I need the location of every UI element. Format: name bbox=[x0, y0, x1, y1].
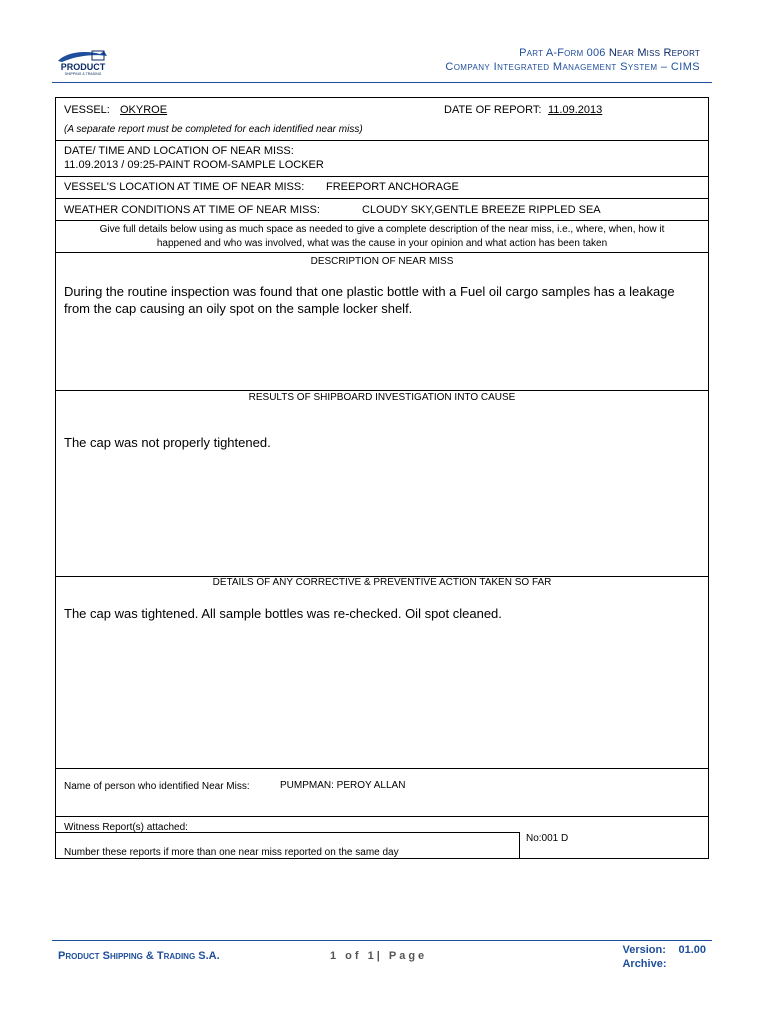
vessel-location-row bbox=[56, 177, 708, 199]
results-section bbox=[56, 391, 708, 577]
logo-text: PRODUCT bbox=[60, 62, 106, 72]
vessel-value: OKYROE bbox=[120, 104, 168, 116]
identified-by-row bbox=[56, 769, 708, 817]
date-of-report-label: DATE OF REPORT: bbox=[444, 104, 542, 116]
vessel-label: VESSEL: bbox=[64, 104, 110, 116]
archive-label: Archive: bbox=[622, 958, 667, 970]
footer-version-block bbox=[622, 943, 706, 971]
company-logo bbox=[52, 48, 114, 76]
instructions-row bbox=[56, 221, 708, 253]
description-section bbox=[56, 253, 708, 391]
form-code: Part A-Form 006 bbox=[519, 47, 606, 59]
form-title: Near Miss Report bbox=[608, 47, 700, 59]
description-text: During the routine inspection was found that one plastic bottle with a Fuel oil cargo samples has a leakage from the cap causing an oily spot on the sample locker shelf. bbox=[64, 284, 675, 316]
near-miss-form bbox=[55, 97, 709, 859]
datetime-location-value: 11.09.2013 / 09:25-PAINT ROOM-SAMPLE LOCKER bbox=[64, 159, 324, 171]
weather-value: CLOUDY SKY,GENTLE BREEZE RIPPLED SEA bbox=[362, 204, 601, 216]
witness-label: Witness Report(s) attached: bbox=[64, 822, 188, 833]
datetime-location-label: DATE/ TIME AND LOCATION OF NEAR MISS: bbox=[64, 145, 294, 157]
header-divider bbox=[52, 82, 712, 83]
actions-heading: DETAILS OF ANY CORRECTIVE & PREVENTIVE ACTION TAKEN SO FAR bbox=[212, 577, 552, 588]
footer-page: 1 of 1| Page bbox=[330, 950, 428, 962]
report-number-note: Number these reports if more than one near miss reported on the same day bbox=[64, 847, 399, 858]
system-name: Company Integrated Management System – CIMS bbox=[445, 61, 700, 73]
footer-company: Product Shipping & Trading S.A. bbox=[58, 950, 220, 962]
report-number-box bbox=[519, 832, 710, 858]
results-heading: RESULTS OF SHIPBOARD INVESTIGATION INTO CAUSE bbox=[248, 392, 516, 403]
footer-divider bbox=[52, 940, 712, 941]
separate-report-note: (A separate report must be completed for each identified near miss) bbox=[64, 124, 363, 135]
instructions-line-2: happened and who was involved, what was the cause in your opinion and what action has been taken bbox=[156, 238, 608, 249]
witness-row bbox=[56, 817, 708, 858]
description-heading: DESCRIPTION OF NEAR MISS bbox=[310, 256, 454, 267]
vessel-location-label: VESSEL'S LOCATION AT TIME OF NEAR MISS: bbox=[64, 181, 305, 193]
vessel-location-value: FREEPORT ANCHORAGE bbox=[326, 181, 459, 193]
identified-by-value: PUMPMAN: PEROY ALLAN bbox=[280, 780, 406, 791]
instructions-line-1: Give full details below using as much space as needed to give a complete description of the near miss, i.e., where, when, how it bbox=[99, 224, 665, 235]
document-header bbox=[445, 46, 700, 75]
date-of-report-value: 11.09.2013 bbox=[548, 104, 603, 116]
report-number: No:001 D bbox=[526, 833, 569, 844]
datetime-location-row bbox=[56, 141, 708, 177]
vessel-row bbox=[56, 98, 708, 141]
weather-label: WEATHER CONDITIONS AT TIME OF NEAR MISS: bbox=[64, 204, 320, 216]
logo-subtext: SHIPPING & TRADING bbox=[64, 72, 102, 76]
version-label: Version: bbox=[622, 944, 666, 956]
identified-by-label: Name of person who identified Near Miss: bbox=[64, 781, 250, 792]
actions-text: The cap was tightened. All sample bottles was re-checked. Oil spot cleaned. bbox=[64, 606, 502, 621]
weather-row bbox=[56, 199, 708, 221]
results-text: The cap was not properly tightened. bbox=[64, 435, 271, 450]
actions-section bbox=[56, 577, 708, 769]
form-id-line bbox=[445, 46, 700, 60]
witness-divider bbox=[56, 832, 520, 833]
version-value: 01.00 bbox=[678, 944, 706, 956]
